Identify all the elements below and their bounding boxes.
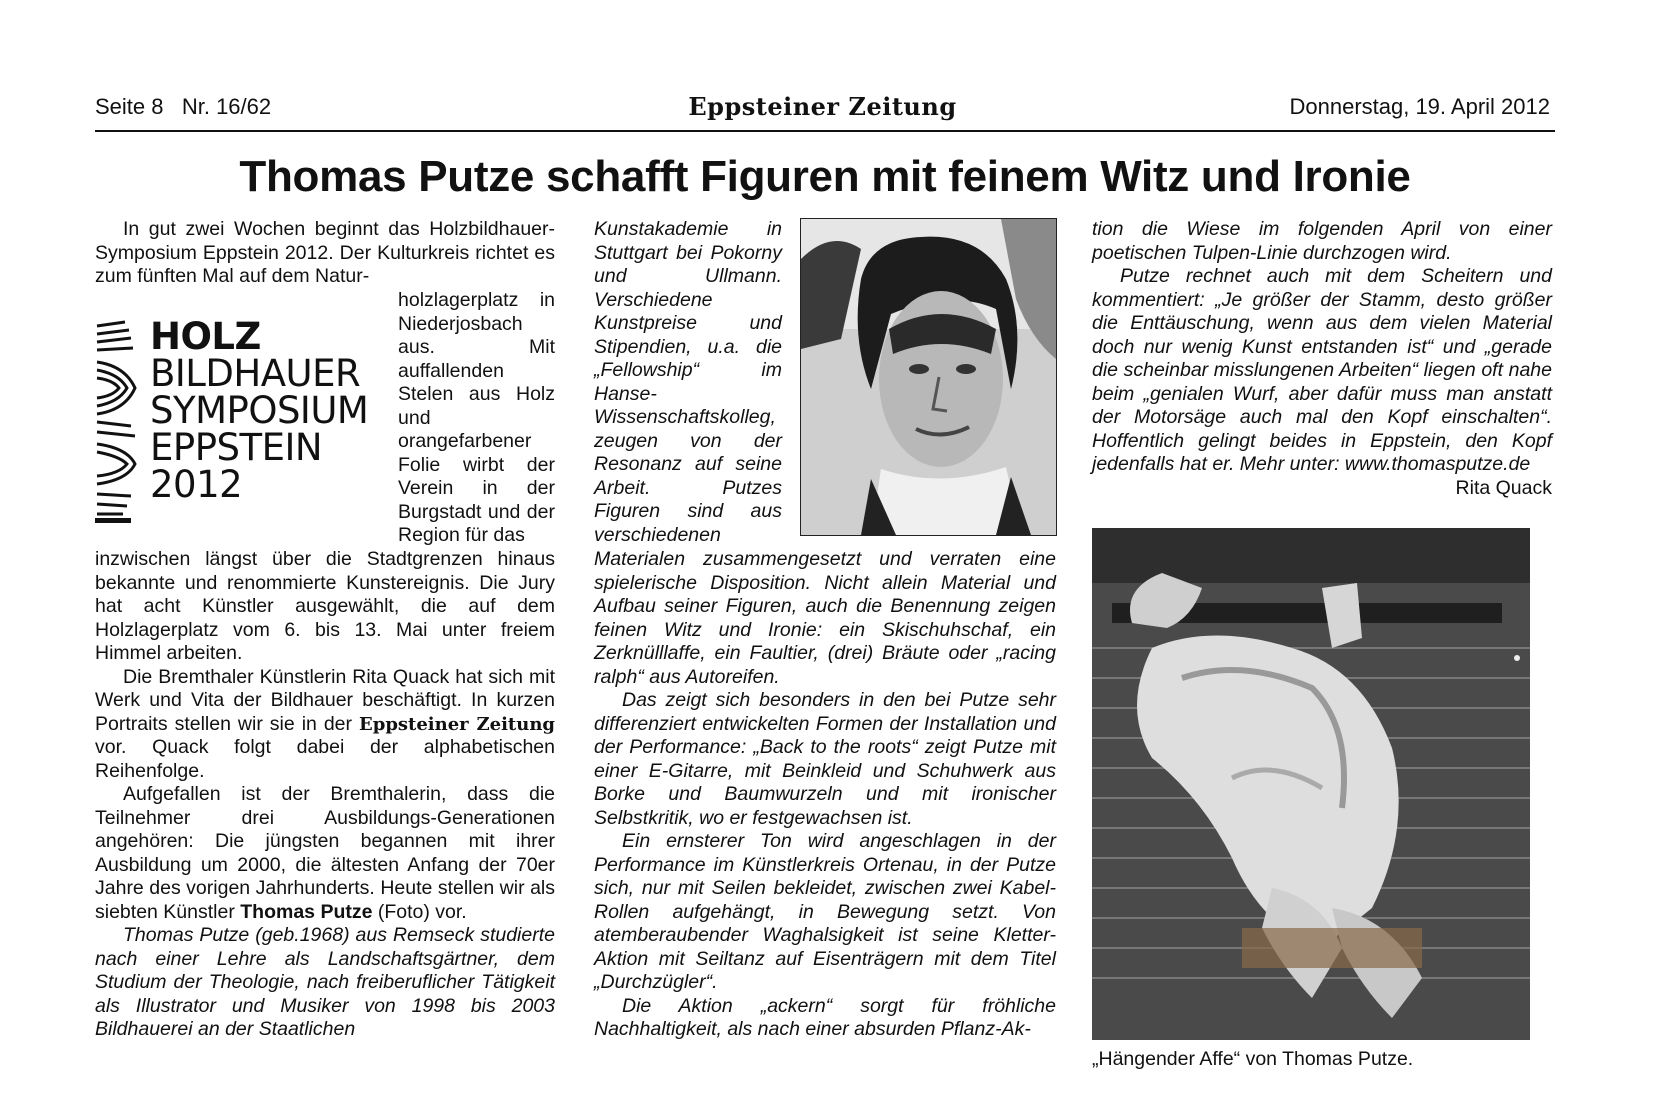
author-signature: Rita Quack	[1455, 476, 1552, 499]
column-3-top	[1092, 218, 1552, 500]
paragraph-intro: In gut zwei Wochen beginnt das Holzbildhauer-Symposium Eppstein 2012. Der Kulturkreis richtet es zum fünften Mal auf dem Natur-	[95, 218, 555, 287]
newspaper-name-inline: Eppsteiner Zeitung	[359, 713, 555, 735]
paragraph-intro-continued: holzlagerplatz in Niederjosbach aus. Mit auffallenden Stelen aus Holz und orangefarbener Folie wirbt der Verein in der Burgstadt und der Region für das	[398, 289, 555, 546]
logo-wordmark	[150, 315, 369, 506]
column-1-top	[95, 218, 555, 289]
paragraph-tulip-line: tion die Wiese im folgenden April von einer poetischen Tulpen-Linie durchzogen wird.	[1092, 218, 1552, 264]
paragraph-failure: Putze rechnet auch mit dem Scheitern und kommentiert: „Je größer der Stamm, desto größer die Enttäuschung, wenn aus dem vielen Material doch nur wenig Kunst entstanden ist“ und „gerade die scheinbar misslungenen Arbeiten“ liegen oft nahe beim „genialen Wurf, aber dafür muss man anstatt der Motorsäge auch mal den Kopf einschalten“. Hoffentlich gelingt beides in Eppstein, den Kopf jedenfalls hat er. Mehr unter: www.thomasputze.de Rita Quack	[1092, 265, 1552, 499]
column-2-bottom	[594, 548, 1056, 1042]
issue-number: Nr. 16/62	[181, 94, 272, 119]
column-1-bottom	[95, 548, 555, 1042]
paragraph-biography: Thomas Putze (geb.1968) aus Remseck studierte nach einer Lehre als Landschaftsgärtner, dem Studium der Theologie, nach freiberuflicher Tätigkeit als Illustrator und Musiker von 1998 bis 2003 Bildhauerei an der Staatlichen	[95, 924, 555, 1040]
column-2-beside-portrait	[594, 218, 782, 547]
newspaper-name: Eppsteiner Zeitung	[688, 92, 957, 121]
issue-date: Donnerstag, 19. April 2012	[1289, 94, 1550, 119]
paragraph-materials: Materialen zusammengesetzt und verraten eine spielerische Disposition. Nicht allein Material und Aufbau seiner Figuren, auch die Benennung zeigen feinen Witz und Ironie: ein Skischuhschaf, ein Zerknülllaffe, ein Faultier, (drei) Bräute oder „racing ralph“ aus Autoreifen.	[594, 548, 1056, 688]
page-header	[95, 92, 1550, 128]
portrait-photo	[800, 218, 1057, 536]
paragraph-intro-end: inzwischen längst über die Stadtgrenzen hinaus bekannte und renommierte Kunstereignis. Die Jury hat acht Künstler ausgewählt, die auf dem Holzlagerplatz vom 6. bis 13. Mai unter freiem Himmel arbeiten.	[95, 548, 555, 664]
page-number: Seite 8	[95, 94, 164, 119]
column-1-beside-logo	[398, 289, 555, 548]
logo-line-eppstein: EPPSTEIN	[150, 426, 323, 469]
paragraph-performance: Das zeigt sich besonders in den bei Putze sehr differenziert entwickelten Formen der Installation und der Performance: „Back to the roots“ zeigt Putze mit einer E-Gitarre, mit Beinkleid und Schuhwerk aus Borke und Baumwurzeln und mit ironischer Selbstkritik, wo er festgewachsen ist.	[594, 689, 1056, 829]
sculpture-photo	[1092, 528, 1530, 1040]
paragraph-ackern: Die Aktion „ackern“ sorgt für fröhliche Nachhaltigkeit, als nach einer absurden Pflanz-Ak-	[594, 994, 1056, 1040]
logo-line-bildhauer: BILDHAUER	[150, 352, 361, 395]
paragraph-ortenau: Ein ernsterer Ton wird angeschlagen in der Performance im Künstlerkreis Ortenau, in der Putze sich, nur mit Seilen bekleidet, zwischen zwei Kabel-Rollen aufgehängt, in Bewegung setzt. Von atemberaubender Waghalsigkeit ist seine Kletter-Aktion mit Seiltanz auf Eisenträgern mit dem Titel „Durchzügler“.	[594, 830, 1056, 993]
artist-name: Thomas Putze	[240, 900, 373, 923]
logo-line-year: 2012	[150, 463, 243, 506]
header-rule	[95, 130, 1555, 132]
paragraph-academy: Kunstakademie in Stuttgart bei Pokorny und Ullmann. Verschiedene Kunstpreise und Stipendien, u.a. die „Fellowship“ im Hanse-Wissenschaftskolleg, zeugen von der Resonanz auf seine Arbeit. Putzes Figuren sind aus verschiedenen	[594, 218, 782, 546]
article-headline: Thomas Putze schafft Figuren mit feinem Witz und Ironie	[239, 152, 1411, 201]
portrait-image	[801, 219, 1056, 535]
photo-caption: „Hängender Affe“ von Thomas Putze.	[1092, 1048, 1414, 1070]
paragraph-generations: Aufgefallen ist der Bremthalerin, dass die Teilnehmer drei Ausbildungs-Generationen angehören: Die jüngsten begannen mit ihrer Ausbildung um 2000, die ältesten Anfang der 70er Jahre des vorigen Jahrhunderts. Heute stellen wir als siebten Künstler Thomas Putze (Foto) vor.	[95, 783, 555, 923]
paragraph-rita-quack: Die Bremthaler Künstlerin Rita Quack hat sich mit Werk und Vita der Bildhauer beschäftigt. In kurzen Portraits stellen wir sie in der Eppsteiner Zeitung vor. Quack folgt dabei der alphabetischen Reihenfolge.	[95, 665, 555, 782]
symposium-logo	[95, 315, 380, 523]
logo-line-holz: HOLZ	[150, 315, 261, 358]
sculpture-image	[1092, 528, 1530, 1040]
logo-line-symposium: SYMPOSIUM	[150, 389, 369, 432]
wood-grain-icon	[95, 318, 139, 523]
